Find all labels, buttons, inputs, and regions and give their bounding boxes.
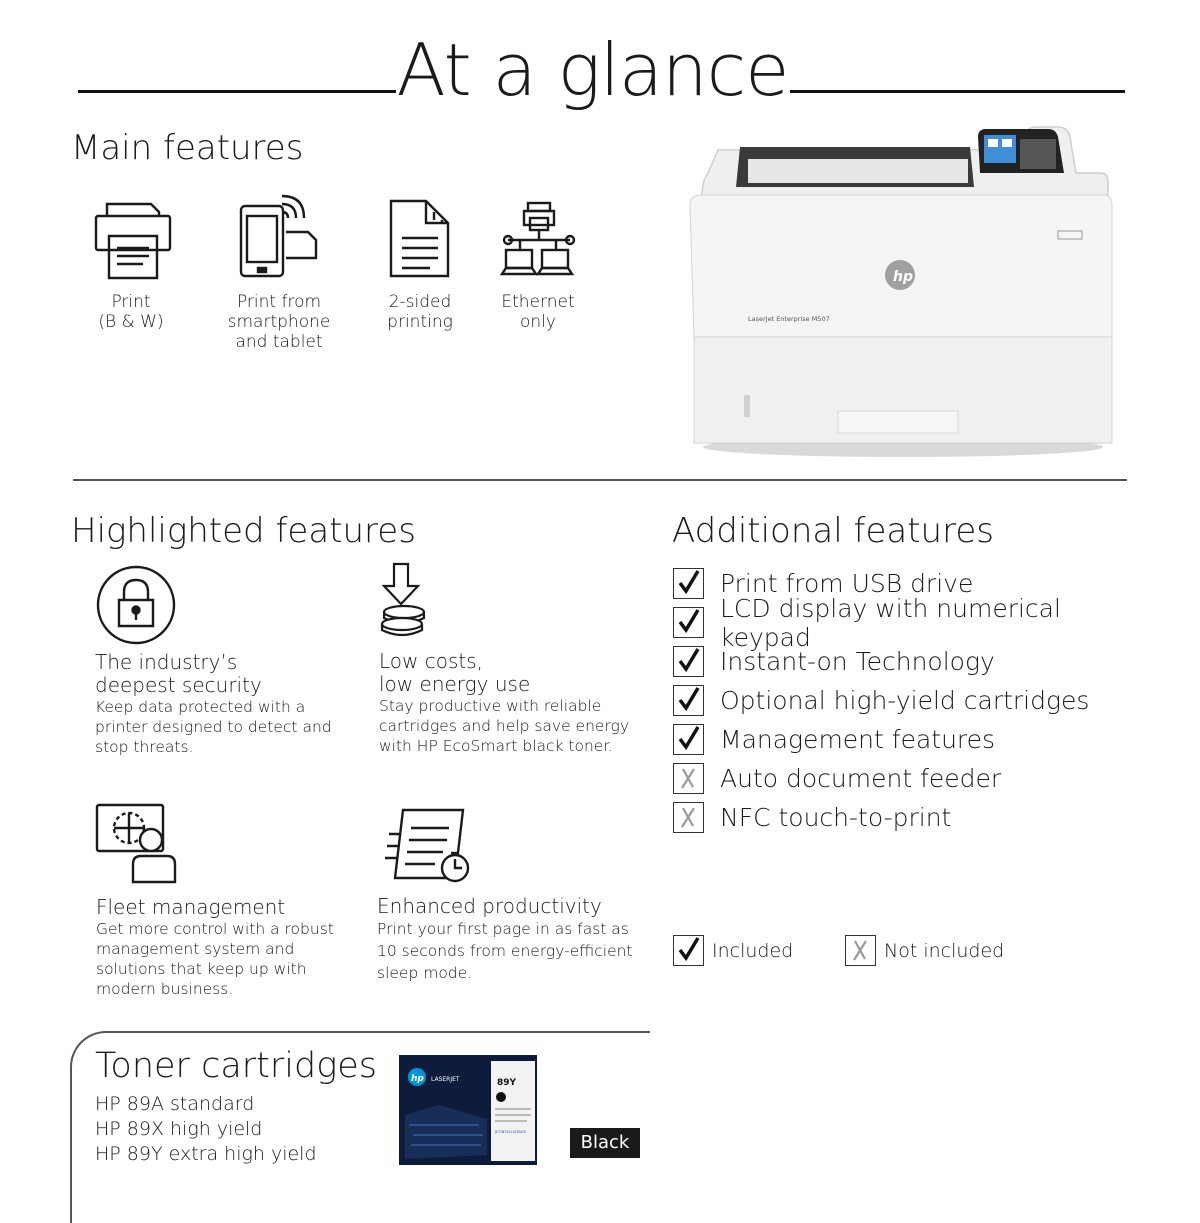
feature-security-text: The industry’s deepest security Keep data protected with a printer designed to detect and stop threats. — [95, 650, 332, 756]
feature-productivity-text: Enhanced productivity Print your first page in as fast as 10 seconds from energy-efficient sleep mode. — [377, 894, 633, 982]
lock-icon — [95, 564, 177, 646]
toner-heading: Toner cartridges — [95, 1046, 377, 1086]
toner-list: HP 89A standard HP 89X high yield HP 89Y extra high yield — [95, 1093, 317, 1165]
feature-fleet-text: Fleet management Get more control with a robust management system and solutions that keep up with modern business. — [96, 895, 334, 998]
list-item: Management features — [673, 720, 1113, 759]
x-mark-icon — [673, 802, 704, 833]
toner-box-brand: LASERJET — [431, 1076, 460, 1083]
toner-box-image — [399, 1055, 539, 1171]
additional-features-list — [673, 564, 1113, 837]
check-icon — [673, 685, 704, 716]
toner-box-model: 89Y — [497, 1078, 517, 1088]
ethernet-network-icon — [500, 200, 578, 280]
check-icon — [673, 568, 704, 599]
list-item: Auto document feeder — [673, 759, 1113, 798]
legend-not-included: Not included — [845, 935, 1004, 966]
printer-icon — [93, 198, 173, 283]
feature-label-smartphone: Print from smartphone and tablet — [227, 292, 331, 352]
feature-low-cost-text: Low costs, low energy use Stay productive with reliable cartridges and help save energy with HP EcoSmart black toner. — [379, 649, 630, 755]
list-item: NFC touch-to-print — [673, 798, 1113, 837]
title-rule-right — [790, 90, 1125, 93]
highlighted-features-heading: Highlighted features — [71, 511, 416, 551]
smartphone-tablet-icon — [238, 192, 320, 280]
section-divider — [73, 479, 1127, 481]
hp-logo-text: hp — [893, 269, 913, 285]
list-item: Instant-on Technology — [673, 642, 1113, 681]
fleet-management-icon — [95, 802, 181, 884]
printer-model-text: LaserJet Enterprise M507 — [748, 315, 830, 323]
list-item: Print from USB drive — [673, 564, 1113, 603]
toner-color-badge: Black — [570, 1128, 640, 1158]
feature-label-two-sided: 2-sided printing — [387, 292, 453, 332]
check-icon — [673, 646, 704, 677]
document-clock-icon — [385, 806, 471, 886]
feature-label-ethernet: Ethernet only — [501, 292, 575, 332]
check-icon — [673, 607, 704, 638]
list-item: Optional high-yield cartridges — [673, 681, 1113, 720]
two-sided-document-icon — [388, 198, 452, 280]
feature-label-print: Print (B & W) — [98, 292, 164, 332]
toner-box-tag: JETINTELLIGENCE — [495, 1130, 527, 1134]
check-icon — [673, 935, 704, 966]
coins-arrow-icon — [380, 562, 428, 642]
svg-text:hp: hp — [411, 1074, 424, 1084]
list-item: LCD display with numerical keypad — [673, 603, 1113, 642]
additional-features-heading: Additional features — [672, 511, 994, 551]
legend-included: Included — [673, 935, 793, 966]
main-features-heading: Main features — [71, 128, 304, 168]
page-title: At a glance — [396, 28, 789, 112]
check-icon — [673, 724, 704, 755]
x-mark-icon — [673, 763, 704, 794]
x-mark-icon — [845, 935, 876, 966]
hp-laserjet-printer-image — [688, 125, 1118, 469]
